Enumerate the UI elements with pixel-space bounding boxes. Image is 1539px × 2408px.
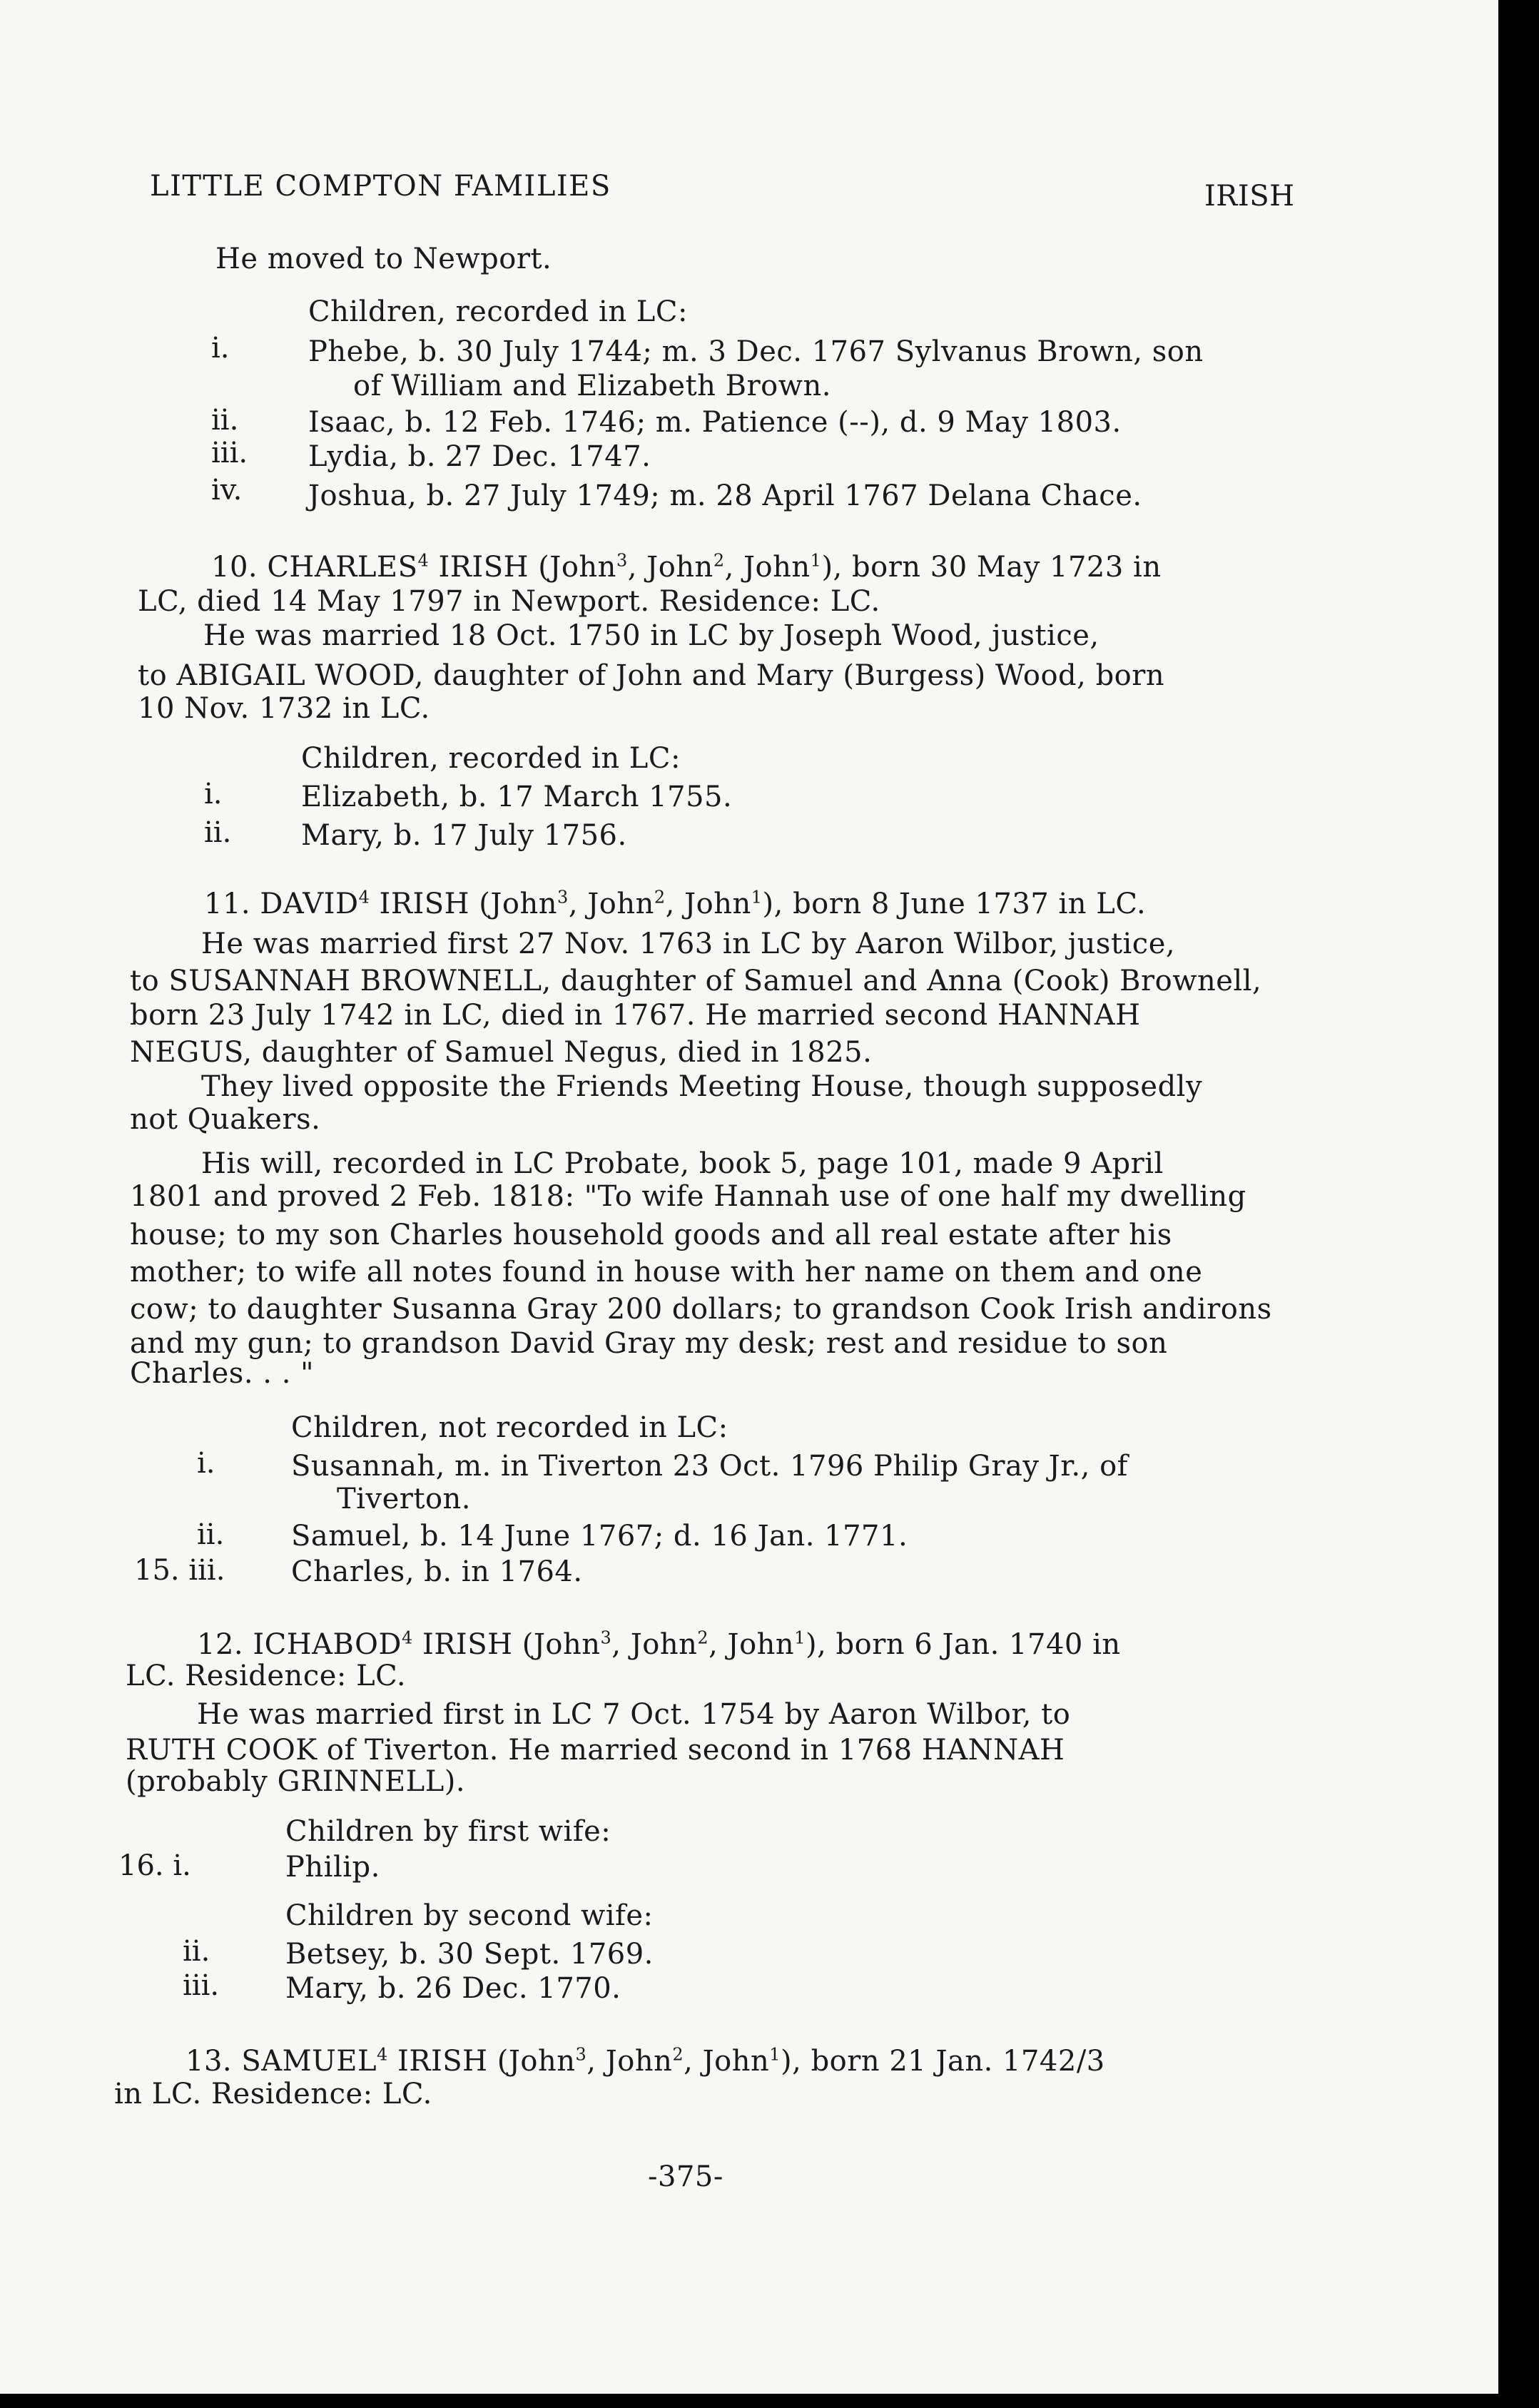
text-line: He moved to Newport. bbox=[215, 243, 552, 275]
text-line: They lived opposite the Friends Meeting House, though supposedly bbox=[201, 1070, 1203, 1103]
page-number: -375- bbox=[648, 2160, 723, 2193]
child-entry: Isaac, b. 12 Feb. 1746; m. Patience (--), d. 9 May 1803. bbox=[308, 406, 1122, 439]
text-line: NEGUS, daughter of Samuel Negus, died in 1825. bbox=[130, 1036, 873, 1069]
text-line: not Quakers. bbox=[130, 1103, 321, 1136]
child-entry-continued: Tiverton. bbox=[337, 1483, 471, 1515]
child-number: ii. bbox=[197, 1518, 225, 1551]
child-number: iv. bbox=[211, 474, 243, 507]
text-line: cow; to daughter Susanna Gray 200 dollars; to grandson Cook Irish andirons bbox=[130, 1293, 1272, 1326]
child-entry: Charles, b. in 1764. bbox=[291, 1555, 583, 1588]
children-heading: Children, not recorded in LC: bbox=[291, 1411, 728, 1444]
child-entry: Betsey, b. 30 Sept. 1769. bbox=[285, 1938, 654, 1971]
text-line: 10 Nov. 1732 in LC. bbox=[138, 692, 430, 725]
child-entry: Susannah, m. in Tiverton 23 Oct. 1796 Philip Gray Jr., of bbox=[291, 1450, 1128, 1483]
entry-heading-david: 11. DAVID$^4$ IRISH (John$^3$, John$^2$, John$^1$), born 8 June 1737 in LC. bbox=[204, 887, 1147, 920]
child-entry: Elizabeth, b. 17 March 1755. bbox=[301, 781, 733, 813]
child-number: ii. bbox=[211, 404, 239, 437]
scan-border-bottom bbox=[0, 2394, 1539, 2408]
child-number: ii. bbox=[204, 816, 232, 849]
text-line: 1801 and proved 2 Feb. 1818: "To wife Hannah use of one half my dwelling bbox=[130, 1180, 1246, 1213]
text-line: (probably GRINNELL). bbox=[126, 1765, 466, 1798]
child-number: ii. bbox=[183, 1935, 210, 1968]
text-line: He was married first in LC 7 Oct. 1754 by Aaron Wilbor, to bbox=[197, 1698, 1071, 1731]
child-entry: Joshua, b. 27 July 1749; m. 28 April 1767 Delana Chace. bbox=[308, 479, 1142, 512]
text-line: in LC. Residence: LC. bbox=[114, 2078, 432, 2110]
entry-heading-samuel: 13. SAMUEL$^4$ IRISH (John$^3$, John$^2$, John$^1$), born 21 Jan. 1742/3 bbox=[186, 2044, 1105, 2078]
entry-heading-charles: 10. CHARLES$^4$ IRISH (John$^3$, John$^2$, John$^1$), born 30 May 1723 in bbox=[211, 550, 1162, 584]
child-entry: Samuel, b. 14 June 1767; d. 16 Jan. 1771. bbox=[291, 1520, 908, 1553]
child-number: 16. i. bbox=[118, 1849, 191, 1882]
children-heading: Children by first wife: bbox=[285, 1815, 611, 1848]
child-entry: Phebe, b. 30 July 1744; m. 3 Dec. 1767 Sylvanus Brown, son bbox=[308, 335, 1204, 368]
text-line: His will, recorded in LC Probate, book 5, page 101, made 9 April bbox=[201, 1147, 1164, 1180]
text-line: Charles. . . " bbox=[130, 1357, 315, 1390]
entry-heading-ichabod: 12. ICHABOD$^4$ IRISH (John$^3$, John$^2$, John$^1$), born 6 Jan. 1740 in bbox=[197, 1627, 1121, 1661]
text-line: LC. Residence: LC. bbox=[126, 1660, 407, 1692]
text-line: mother; to wife all notes found in house with her name on them and one bbox=[130, 1256, 1203, 1289]
text-line: to SUSANNAH BROWNELL, daughter of Samuel and Anna (Cook) Brownell, bbox=[130, 965, 1262, 997]
text-line: and my gun; to grandson David Gray my desk; rest and residue to son bbox=[130, 1327, 1168, 1360]
child-entry: Mary, b. 26 Dec. 1770. bbox=[285, 1972, 621, 2005]
child-entry: Lydia, b. 27 Dec. 1747. bbox=[308, 440, 651, 473]
text-line: born 23 July 1742 in LC, died in 1767. He married second HANNAH bbox=[130, 999, 1141, 1032]
text-line: He was married 18 Oct. 1750 in LC by Joseph Wood, justice, bbox=[203, 619, 1099, 652]
text-line: He was married first 27 Nov. 1763 in LC by Aaron Wilbor, justice, bbox=[201, 928, 1176, 960]
child-number: 15. iii. bbox=[134, 1554, 225, 1587]
running-header-left: LITTLE COMPTON FAMILIES bbox=[150, 170, 611, 203]
child-number: iii. bbox=[183, 1969, 220, 2002]
children-heading: Children by second wife: bbox=[285, 1899, 654, 1932]
child-number: i. bbox=[197, 1447, 215, 1480]
children-heading: Children, recorded in LC: bbox=[301, 742, 681, 775]
text-line: to ABIGAIL WOOD, daughter of John and Mary (Burgess) Wood, born bbox=[138, 659, 1165, 692]
child-entry-continued: of William and Elizabeth Brown. bbox=[353, 370, 831, 402]
scan-border-right bbox=[1498, 0, 1539, 2408]
children-heading: Children, recorded in LC: bbox=[308, 295, 688, 328]
text-line: LC, died 14 May 1797 in Newport. Residence: LC. bbox=[138, 585, 880, 618]
child-number: i. bbox=[204, 778, 223, 811]
text-line: house; to my son Charles household goods and all real estate after his bbox=[130, 1219, 1172, 1251]
running-header-right: IRISH bbox=[1204, 180, 1295, 213]
child-entry: Philip. bbox=[285, 1851, 380, 1884]
child-number: iii. bbox=[211, 437, 248, 469]
text-line: RUTH COOK of Tiverton. He married second in 1768 HANNAH bbox=[126, 1734, 1065, 1767]
child-number: i. bbox=[211, 332, 230, 365]
child-entry: Mary, b. 17 July 1756. bbox=[301, 819, 627, 852]
